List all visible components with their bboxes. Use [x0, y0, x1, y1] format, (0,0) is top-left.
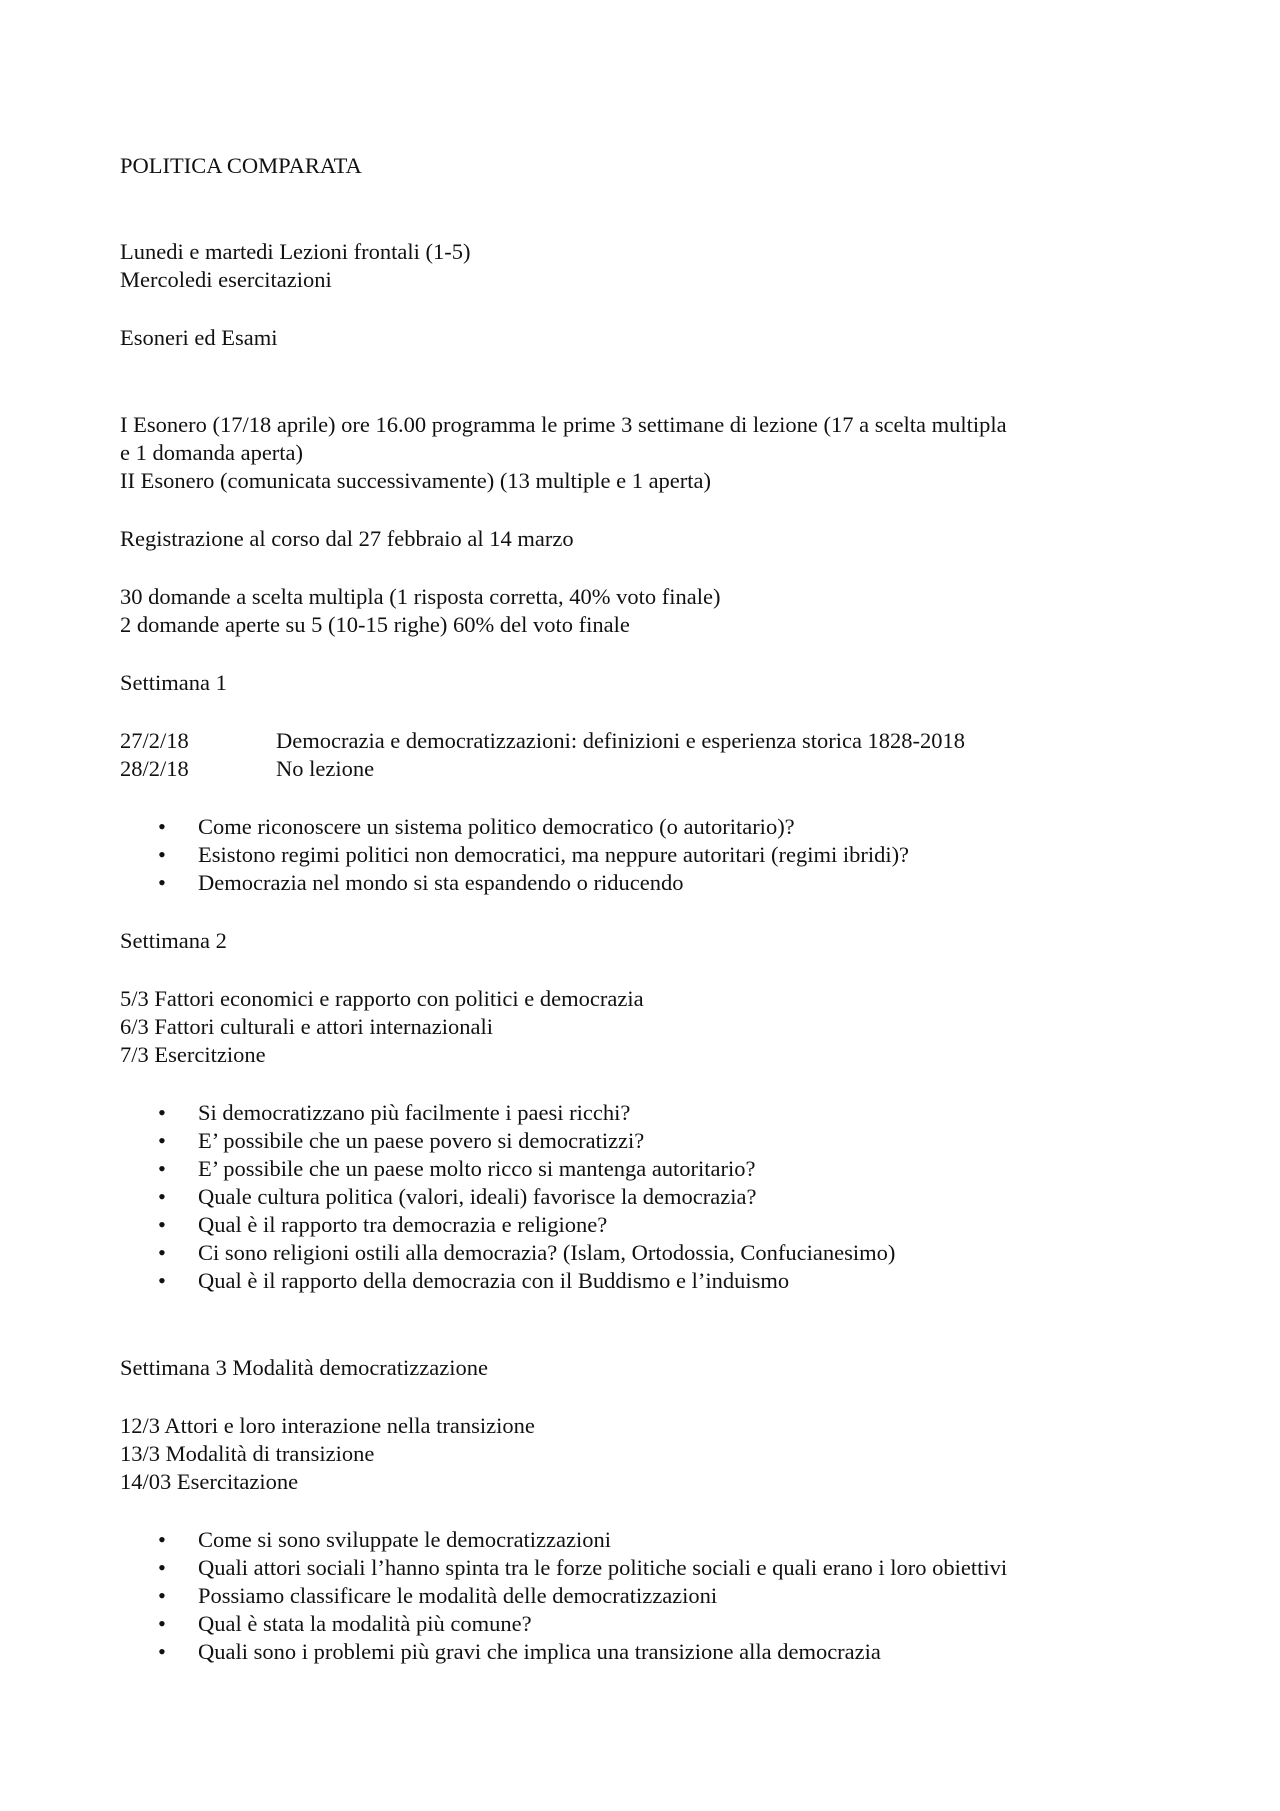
bullet-icon: • [158, 1128, 166, 1153]
bullet-icon: • [158, 1583, 166, 1608]
bullet-icon: • [158, 1100, 166, 1125]
bullet-icon: • [158, 1240, 166, 1265]
bullet-icon: • [158, 842, 166, 867]
week-1-session-topic: Democrazia e democratizzazioni: definizioni e esperienza storica 1828-2018 [276, 728, 966, 753]
bullet-icon: • [158, 1639, 166, 1664]
exam-line-2: e 1 domanda aperta) [120, 440, 304, 465]
week-1-session-date: 27/2/18 [120, 728, 189, 753]
bullet-icon: • [158, 1184, 166, 1209]
week-3-heading: Settimana 3 Modalità democratizzazione [120, 1355, 488, 1380]
week-2-session: 5/3 Fattori economici e rapporto con politici e democrazia [120, 986, 644, 1011]
week-1-heading: Settimana 1 [120, 670, 227, 695]
bullet-icon: • [158, 814, 166, 839]
document-title: POLITICA COMPARATA [120, 153, 362, 178]
bullet-icon: • [158, 870, 166, 895]
bullet-icon: • [158, 1268, 166, 1293]
section-heading-exams: Esoneri ed Esami [120, 325, 278, 350]
week-1-session-topic: No lezione [276, 756, 375, 781]
week-2-session: 6/3 Fattori culturali e attori internazionali [120, 1014, 494, 1039]
bullet-icon: • [158, 1156, 166, 1181]
bullet-icon: • [158, 1212, 166, 1237]
week-2-heading: Settimana 2 [120, 928, 227, 953]
exam-format-line-1: 30 domande a scelta multipla (1 risposta corretta, 40% voto finale) [120, 584, 721, 609]
schedule-line-1: Lunedi e martedi Lezioni frontali (1-5) [120, 239, 471, 264]
week-3-session: 13/3 Modalità di transizione [120, 1441, 375, 1466]
registration-line: Registrazione al corso dal 27 febbraio al 14 marzo [120, 526, 574, 551]
week-3-session: 12/3 Attori e loro interazione nella transizione [120, 1413, 535, 1438]
week-3-session: 14/03 Esercitazione [120, 1469, 299, 1494]
document-page: POLITICA COMPARATA Lunedi e martedi Lezioni frontali (1-5) Mercoledi esercitazioni Esoneri ed Esami I Esonero (17/18 aprile) ore 16.00 programma le prime 3 settimane di lezione (17 a scelta multipla e 1 domanda aperta) II Esonero (comunicata successivamente) (13 multiple e 1 aperta) Registrazione al corso dal 27 febbraio al 14 marzo 30 domande a scelta multipla (1 risposta corretta, 40% voto finale) 2 domande aperte su 5 (10-15 righe) 60% del voto finale Settimana 1 27/2/18 Democrazia e democratizzazioni: definizioni e esperienza storica 1828-2018 28/2/18 No lezione • Come riconoscere un sistema politico democratico (o autoritario)? • Esistono regimi politici non democratici, ma neppure autoritari (regimi ibridi)? • Democrazia nel mondo si sta espandendo o riducendo Settimana 2 5/3 Fattori economici e rapporto con politici e democrazia 6/3 Fattori culturali e attori internazionali 7/3 Esercitzione • Si democratizzano più facilmente i paesi ricchi? • E’ possibile che un paese povero si democratizzi? • E’ possibile che un paese molto ricco si mantenga autoritario? • Quale cultura politica (valori, ideali) favorisce la democrazia? • Qual è il rapporto tra democrazia e religione? • Ci sono religioni ostili alla democrazia? (Islam, Ortodossia, Confucianesimo) • Qual è il rapporto della democrazia con il Buddismo e l’induismo Settimana 3 Modalità democratizzazione 12/3 Attori e loro interazione nella transizione 13/3 Modalità di transizione 14/03 Esercitazione • Come si sono sviluppate le democratizzazioni • Quali attori sociali l’hanno spinta tra le forze politiche sociali e quali erano i loro obiettivi • Possiamo classificare le modalità delle democratizzazioni • Qual è stata la modalità più comune? • Quali sono i problemi più gravi che implica una transizione alla democrazia [120, 153, 1008, 1664]
bullet-icon: • [158, 1555, 166, 1580]
week-2-session: 7/3 Esercitzione [120, 1042, 266, 1067]
exam-line-3: II Esonero (comunicata successivamente) (13 multiple e 1 aperta) [120, 468, 712, 493]
exam-line-1: I Esonero (17/18 aprile) ore 16.00 programma le prime 3 settimane di lezione (17 a scelta multipla [120, 412, 1007, 437]
bullet-icon: • [158, 1611, 166, 1636]
week-1-session-date: 28/2/18 [120, 756, 189, 781]
bullet-icon: • [158, 1527, 166, 1552]
exam-format-line-2: 2 domande aperte su 5 (10-15 righe) 60% del voto finale [120, 612, 630, 637]
schedule-line-2: Mercoledi esercitazioni [120, 267, 332, 292]
